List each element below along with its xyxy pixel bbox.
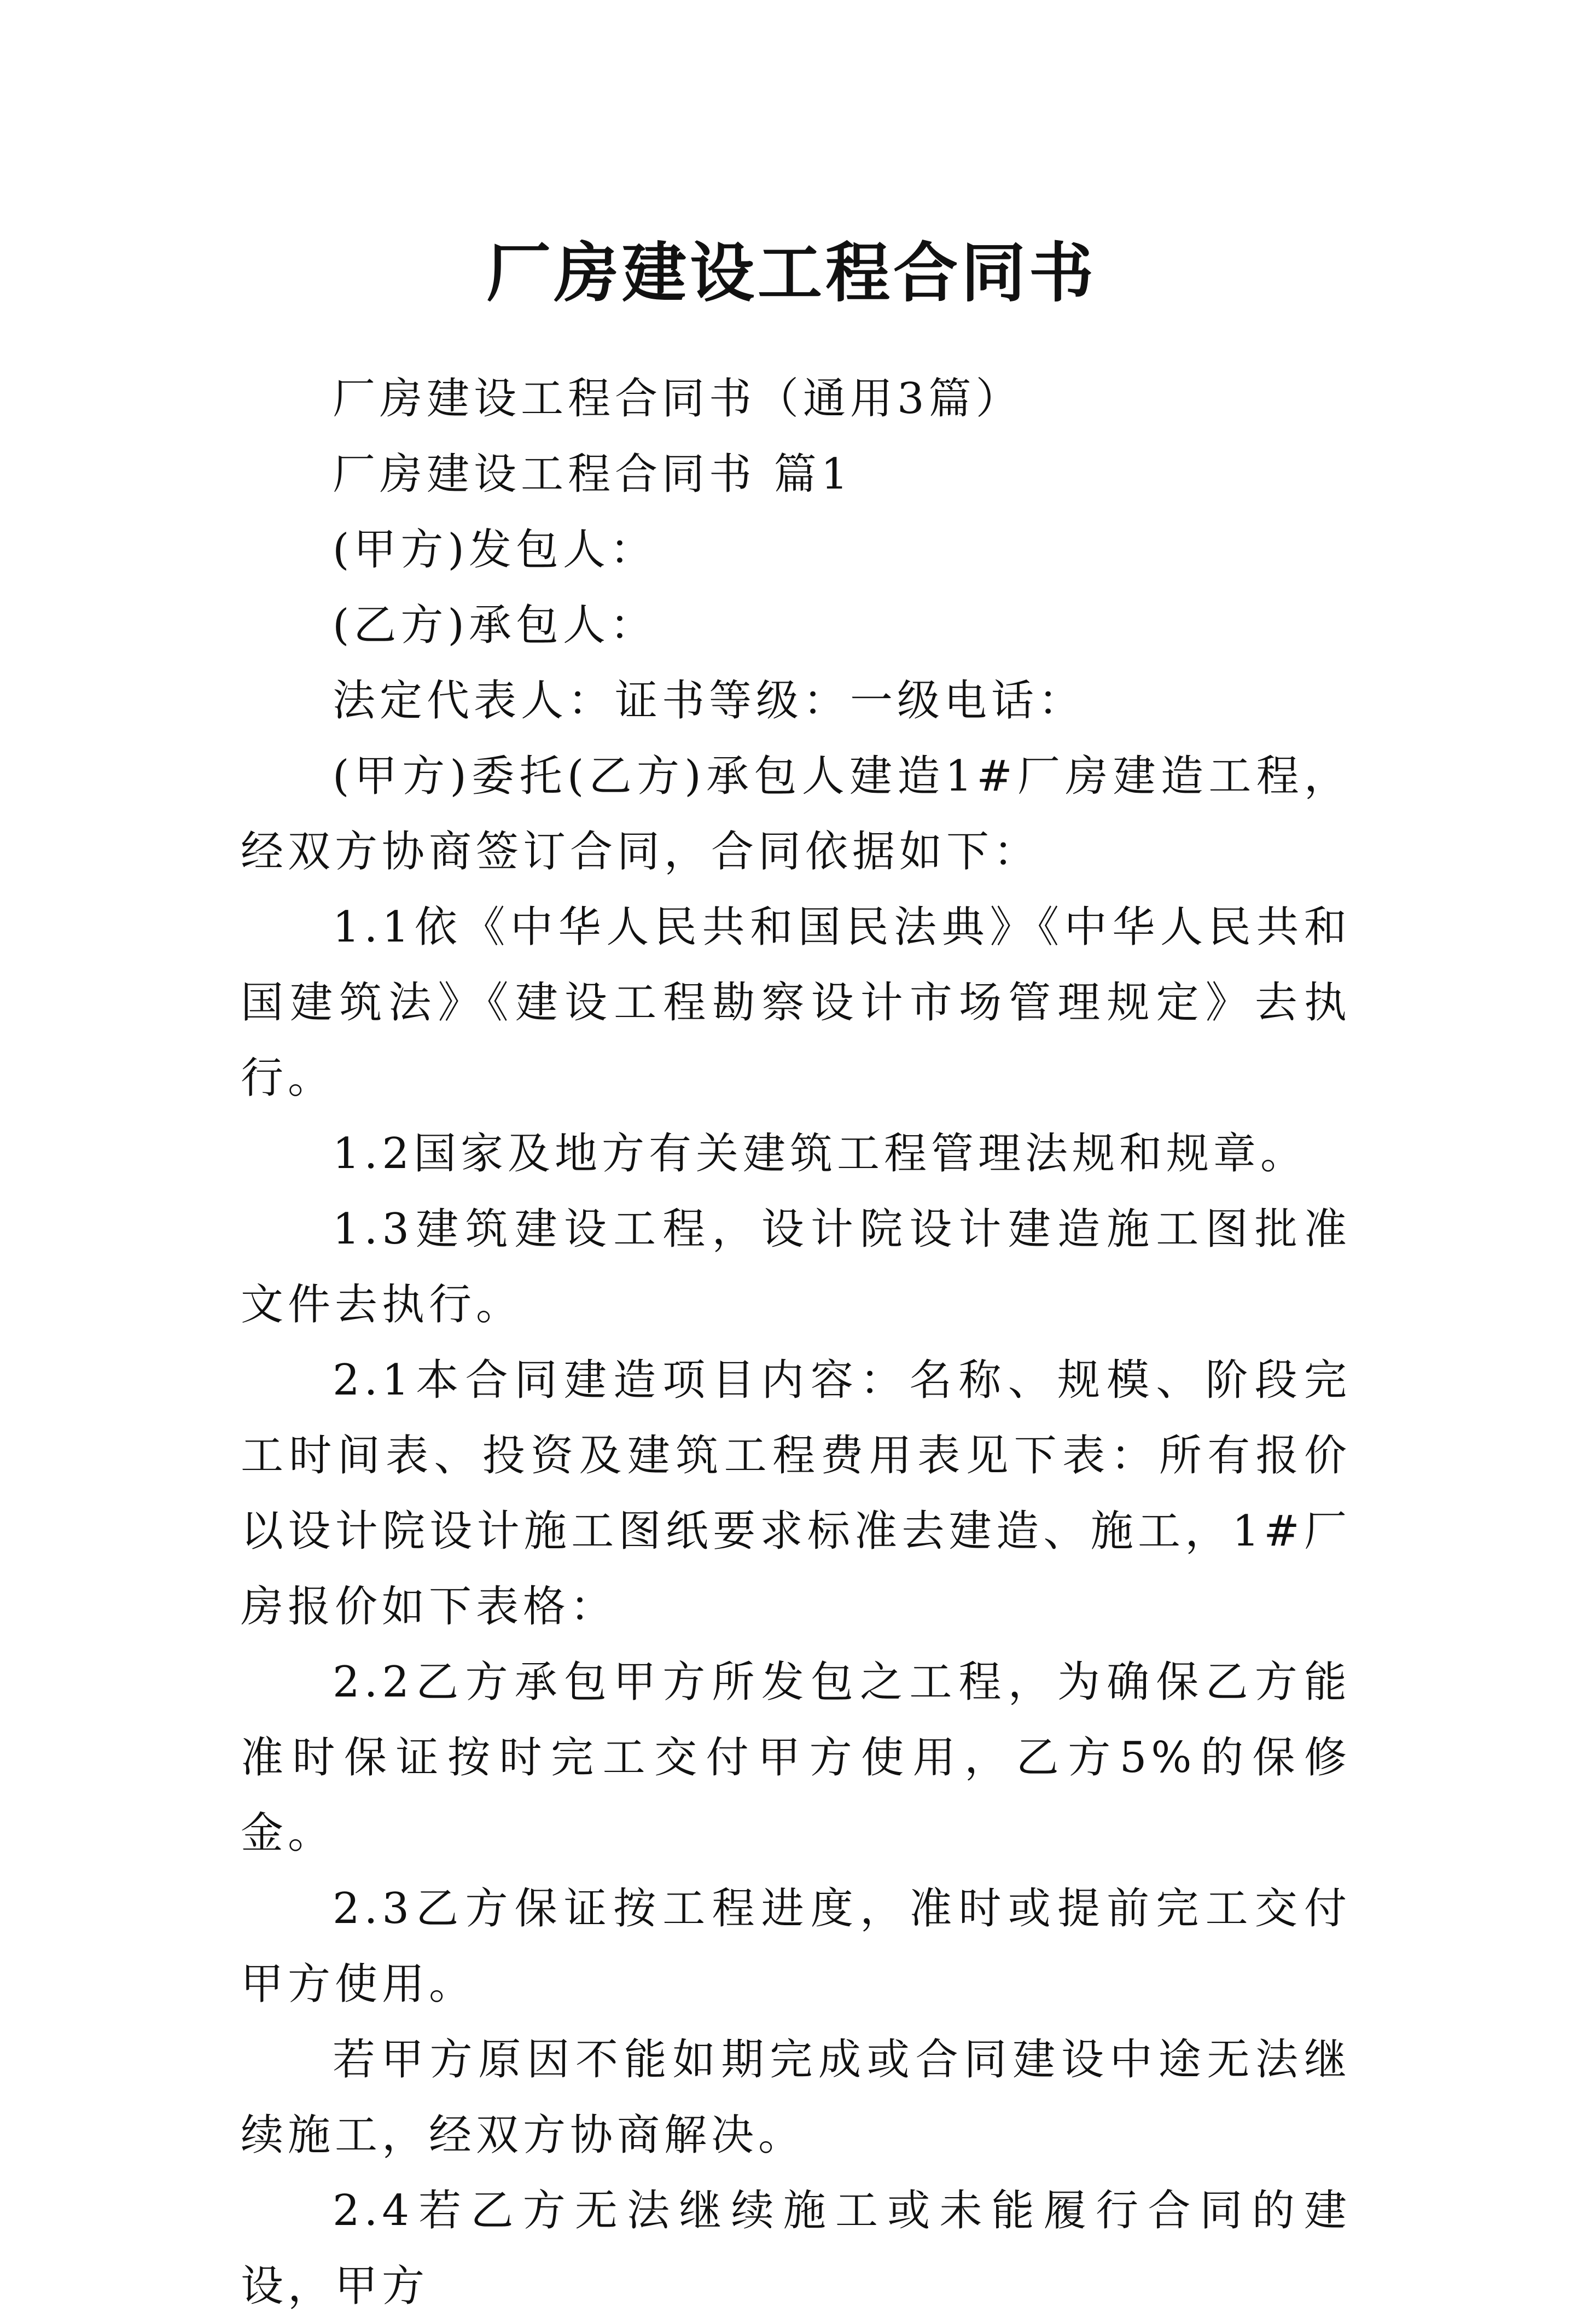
- paragraph-subtitle: 厂房建设工程合同书（通用3篇）: [333, 374, 1023, 423]
- paragraph-clause-2-4: 2.4若乙方无法继续施工或未能履行合同的建设，甲方: [241, 2186, 1351, 2311]
- paragraph-clause-2-1: 2.1本合同建造项目内容：名称、规模、阶段完工时间表、投资及建筑工程费用表见下表：所有报价以设计院设计施工图纸要求标准去建造、施工，1#厂房报价如下表格：: [241, 1356, 1351, 1631]
- paragraph-clause-1-3: 1.3建筑建设工程，设计院设计建造施工图批准文件去执行。: [241, 1205, 1351, 1329]
- paragraph-legal-representative: 法定代表人：证书等级：一级电话：: [333, 676, 1086, 725]
- paragraph-clause-2-3: 2.3乙方保证按工程进度，准时或提前完工交付甲方使用。: [241, 1884, 1351, 2009]
- paragraph-commission: (甲方)委托(乙方)承包人建造1#厂房建造工程，经双方协商签订合同，合同依据如下：: [241, 752, 1351, 876]
- document-body: [241, 361, 1351, 2324]
- paragraph-clause-1-2: 1.2国家及地方有关建筑工程管理法规和规章。: [333, 1129, 1308, 1178]
- paragraph-clause-1-1: 1.1依《中华人民共和国民法典》《中华人民共和国建筑法》《建设工程勘察设计市场管理规定》去执行。: [241, 903, 1351, 1103]
- paragraph-party-b: (乙方)承包人：: [333, 601, 657, 650]
- paragraph-clause-2-2: 2.2乙方承包甲方所发包之工程，为确保乙方能准时保证按时完工交付甲方使用，乙方5%的保修金。: [241, 1658, 1351, 1858]
- paragraph-party-a: (甲方)发包人：: [333, 525, 657, 574]
- paragraph-section-heading: 厂房建设工程合同书 篇1: [333, 450, 853, 499]
- paragraph-clause-2-3-note: 若甲方原因不能如期完成或合同建设中途无法继续施工，经双方协商解决。: [241, 2035, 1351, 2160]
- document-title: 厂房建设工程合同书: [486, 235, 1097, 311]
